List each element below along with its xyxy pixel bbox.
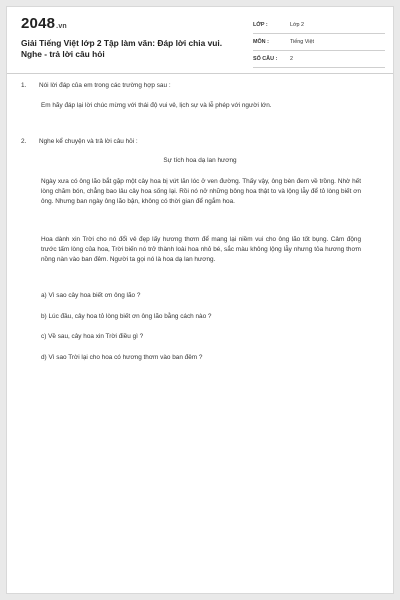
meta-label: LỚP : (253, 22, 268, 28)
meta-value: Lớp 2 (290, 22, 305, 28)
meta-value: 2 (290, 56, 293, 62)
meta-label: SỐ CÂU : (253, 56, 278, 62)
meta-row-grade (253, 17, 385, 34)
document-title: Giải Tiếng Việt lớp 2 Tập làm văn: Đáp lời chia vui. Nghe - trả lời câu hỏi (21, 38, 223, 59)
document-page (6, 6, 394, 594)
document-header (7, 7, 393, 74)
logo-main-text: 2048 (21, 15, 56, 32)
story-title: Sự tích hoa dạ lan hương (163, 157, 237, 164)
meta-row-subject (253, 34, 385, 51)
subquestion: c) Về sau, cây hoa xin Trời điều gì ? (41, 333, 144, 340)
subquestion: d) Vì sao Trời lại cho hoa có hương thơm vào ban đêm ? (41, 354, 203, 361)
site-logo[interactable] (21, 15, 67, 32)
question-number: 1. (21, 82, 27, 89)
meta-label: MÔN : (253, 39, 269, 45)
subquestion: a) Vì sao cây hoa biết ơn ông lão ? (41, 292, 141, 299)
logo-tld-text: .vn (56, 23, 67, 30)
question-prompt: Nghe kể chuyện và trả lời câu hỏi : (39, 138, 138, 145)
meta-value: Tiếng Việt (290, 39, 314, 45)
subquestion: b) Lúc đầu, cây hoa tỏ lòng biết ơn ông lão bằng cách nào ? (41, 313, 212, 320)
story-paragraph: Hoa dành xin Trời cho nó đổi vẻ đẹp lấy hương thơm để mang lại niềm vui cho ông lão tốt bụng. Cảm động trước tấm lòng của hoa, Trời biến nó trở thành loài hoa nhỏ bé, sắc màu không lộng lẫy nhưng tỏa hương thơm nồng nàn vào ban đêm. Người ta gọi nó là hoa dạ lan hương. (41, 236, 361, 263)
story-paragraph: Ngày xưa có ông lão bắt gặp một cây hoa bị vứt lăn lóc ở ven đường. Thấy vậy, ông bèn đem về trồng. Nhờ hết lòng chăm bón, chẳng bao lâu cây hoa sống lại. Rồi nó nở những bông hoa thật to và lộng lẫy để tỏ lòng biết ơn ông. Nhưng ban ngày ông lão bận, không có thời gian để ngắm hoa. (41, 178, 361, 205)
question-prompt: Nói lời đáp của em trong các trường hợp sau : (39, 82, 171, 89)
meta-table (253, 17, 385, 68)
question-number: 2. (21, 138, 27, 145)
question-1-answer: Em hãy đáp lại lời chúc mừng với thái độ vui vẻ, lịch sự và lễ phép với người lớn. (41, 102, 272, 109)
meta-row-count (253, 51, 385, 68)
